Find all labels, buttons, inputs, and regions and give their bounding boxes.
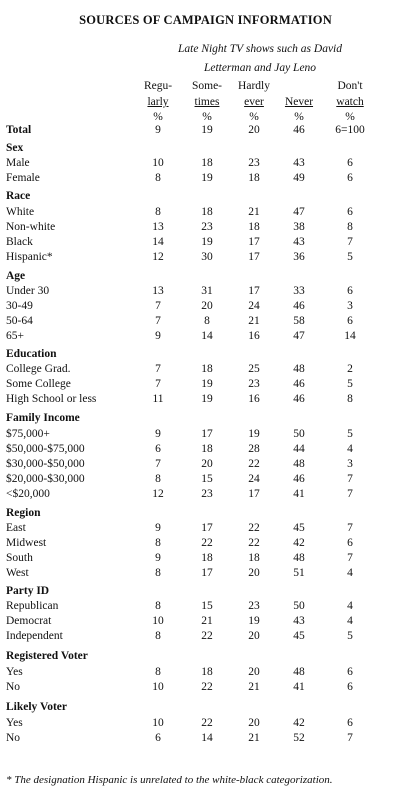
cell-dont-watch: 6 xyxy=(347,537,353,549)
cell-dont-watch: 6 xyxy=(347,666,353,678)
table-row xyxy=(0,717,411,732)
table-row xyxy=(0,488,411,503)
row-label: Non-white xyxy=(6,221,56,233)
cell-hardly-ever: 28 xyxy=(248,443,260,455)
cell-hardly-ever: 20 xyxy=(248,124,260,136)
column-header-dont-watch xyxy=(325,78,375,110)
cell-regularly: 7 xyxy=(155,300,161,312)
section-header xyxy=(0,507,411,522)
section-title: Party ID xyxy=(6,585,50,597)
cell-sometimes: 18 xyxy=(201,666,213,678)
column-header-line-2: watch xyxy=(336,96,364,108)
document-title: SOURCES OF CAMPAIGN INFORMATION xyxy=(79,13,332,27)
cell-dont-watch: 14 xyxy=(344,330,356,342)
row-label: $20,000-$30,000 xyxy=(6,473,85,485)
table-row xyxy=(0,681,411,696)
cell-regularly: 10 xyxy=(152,615,164,627)
cell-hardly-ever: 18 xyxy=(248,221,260,233)
cell-hardly-ever: 21 xyxy=(248,206,260,218)
row-label: College Grad. xyxy=(6,363,71,375)
cell-regularly: 8 xyxy=(155,473,161,485)
cell-sometimes: 22 xyxy=(201,717,213,729)
cell-regularly: 7 xyxy=(155,458,161,470)
cell-hardly-ever: 18 xyxy=(248,172,260,184)
cell-dont-watch: 4 xyxy=(347,600,353,612)
cell-hardly-ever: 23 xyxy=(248,378,260,390)
cell-regularly: 14 xyxy=(152,236,164,248)
cell-sometimes: 19 xyxy=(201,378,213,390)
cell-dont-watch: 7 xyxy=(347,522,353,534)
cell-sometimes: 22 xyxy=(201,537,213,549)
column-header-line-1 xyxy=(274,78,324,94)
cell-never: 44 xyxy=(293,443,305,455)
section-title: Registered Voter xyxy=(6,650,88,662)
section-header xyxy=(0,142,411,157)
table-row xyxy=(0,567,411,582)
column-header-line-2: larly xyxy=(147,96,169,108)
row-label: Black xyxy=(6,236,33,248)
cell-dont-watch: 4 xyxy=(347,615,353,627)
percent-sign: % xyxy=(202,111,212,123)
row-label: Under 30 xyxy=(6,285,50,297)
cell-never: 48 xyxy=(293,363,305,375)
cell-regularly: 7 xyxy=(155,363,161,375)
column-group-heading xyxy=(140,40,380,78)
column-header-line-1: Hardly xyxy=(238,80,270,92)
cell-sometimes: 20 xyxy=(201,300,213,312)
row-label: White xyxy=(6,206,35,218)
row-label: 50-64 xyxy=(6,315,33,327)
cell-never: 46 xyxy=(293,473,305,485)
row-label: 65+ xyxy=(6,330,24,342)
cell-never: 50 xyxy=(293,600,305,612)
cell-never: 45 xyxy=(293,522,305,534)
cell-sometimes: 14 xyxy=(201,330,213,342)
percent-sign: % xyxy=(153,111,163,123)
row-label: Female xyxy=(6,172,40,184)
section-header xyxy=(0,650,411,665)
section-title: Age xyxy=(6,270,26,282)
table-row xyxy=(0,552,411,567)
cell-hardly-ever: 22 xyxy=(248,537,260,549)
cell-never: 49 xyxy=(293,172,305,184)
cell-dont-watch: 5 xyxy=(347,630,353,642)
cell-dont-watch: 8 xyxy=(347,221,353,233)
cell-regularly: 8 xyxy=(155,206,161,218)
cell-dont-watch: 5 xyxy=(347,428,353,440)
cell-never: 46 xyxy=(293,124,305,136)
cell-never: 41 xyxy=(293,681,305,693)
row-label: <$20,000 xyxy=(6,488,50,500)
row-label: Hispanic* xyxy=(6,251,53,263)
row-label: Some College xyxy=(6,378,71,390)
cell-regularly: 8 xyxy=(155,172,161,184)
cell-never: 51 xyxy=(293,567,305,579)
footnote: * The designation Hispanic is unrelated to the white-black categorization. xyxy=(6,774,333,786)
cell-sometimes: 22 xyxy=(201,681,213,693)
cell-dont-watch: 6 xyxy=(347,717,353,729)
cell-regularly: 10 xyxy=(152,157,164,169)
cell-never: 41 xyxy=(293,488,305,500)
section-title: Sex xyxy=(6,142,24,154)
cell-hardly-ever: 16 xyxy=(248,393,260,405)
cell-sometimes: 17 xyxy=(201,522,213,534)
section-header xyxy=(0,270,411,285)
cell-sometimes: 19 xyxy=(201,236,213,248)
cell-hardly-ever: 21 xyxy=(248,681,260,693)
table-row xyxy=(0,236,411,251)
section-header xyxy=(0,585,411,600)
cell-sometimes: 8 xyxy=(204,315,210,327)
cell-dont-watch: 7 xyxy=(347,473,353,485)
cell-never: 33 xyxy=(293,285,305,297)
section-header xyxy=(0,412,411,427)
cell-regularly: 9 xyxy=(155,330,161,342)
cell-sometimes: 19 xyxy=(201,172,213,184)
table-row xyxy=(0,378,411,393)
cell-hardly-ever: 20 xyxy=(248,717,260,729)
cell-dont-watch: 5 xyxy=(347,378,353,390)
cell-dont-watch: 7 xyxy=(347,732,353,744)
table-row xyxy=(0,615,411,630)
percent-sign: % xyxy=(294,111,304,123)
column-header-sometimes xyxy=(182,78,232,110)
table-row xyxy=(0,473,411,488)
cell-sometimes: 18 xyxy=(201,552,213,564)
cell-dont-watch: 6 xyxy=(347,206,353,218)
cell-never: 43 xyxy=(293,615,305,627)
row-label: 30-49 xyxy=(6,300,33,312)
cell-dont-watch: 8 xyxy=(347,393,353,405)
subtitle-line-2: Letterman and Jay Leno xyxy=(203,62,317,74)
table-row xyxy=(0,428,411,443)
section-header xyxy=(0,348,411,363)
cell-sometimes: 20 xyxy=(201,458,213,470)
cell-sometimes: 18 xyxy=(201,363,213,375)
cell-hardly-ever: 20 xyxy=(248,630,260,642)
section-header xyxy=(0,190,411,205)
cell-regularly: 13 xyxy=(152,285,164,297)
cell-hardly-ever: 23 xyxy=(248,600,260,612)
cell-never: 48 xyxy=(293,666,305,678)
cell-sometimes: 15 xyxy=(201,473,213,485)
row-label: Democrat xyxy=(6,615,52,627)
cell-never: 42 xyxy=(293,537,305,549)
cell-hardly-ever: 17 xyxy=(248,488,260,500)
cell-regularly: 9 xyxy=(155,552,161,564)
table-row xyxy=(0,363,411,378)
cell-dont-watch: 7 xyxy=(347,236,353,248)
cell-hardly-ever: 17 xyxy=(248,236,260,248)
cell-never: 50 xyxy=(293,428,305,440)
cell-regularly: 9 xyxy=(155,124,161,136)
column-header-line-1: Some- xyxy=(191,80,223,92)
cell-sometimes: 18 xyxy=(201,157,213,169)
column-header-line-2: times xyxy=(194,96,220,108)
cell-hardly-ever: 19 xyxy=(248,428,260,440)
cell-never: 45 xyxy=(293,630,305,642)
cell-sometimes: 15 xyxy=(201,600,213,612)
cell-hardly-ever: 17 xyxy=(248,285,260,297)
cell-hardly-ever: 19 xyxy=(248,615,260,627)
cell-never: 43 xyxy=(293,236,305,248)
table-row xyxy=(0,206,411,221)
cell-sometimes: 17 xyxy=(201,567,213,579)
row-label: Yes xyxy=(6,717,23,729)
table-row xyxy=(0,285,411,300)
section-header xyxy=(0,701,411,716)
row-label: West xyxy=(6,567,29,579)
row-label: Yes xyxy=(6,666,23,678)
row-label: $75,000+ xyxy=(6,428,50,440)
table-row xyxy=(0,330,411,345)
cell-dont-watch: 4 xyxy=(347,443,353,455)
cell-dont-watch: 3 xyxy=(347,458,353,470)
cell-regularly: 13 xyxy=(152,221,164,233)
cell-sometimes: 14 xyxy=(201,732,213,744)
cell-dont-watch: 6 xyxy=(347,172,353,184)
cell-regularly: 8 xyxy=(155,537,161,549)
cell-regularly: 8 xyxy=(155,600,161,612)
percent-sign: % xyxy=(345,111,355,123)
cell-dont-watch: 6 xyxy=(347,315,353,327)
column-header-regularly xyxy=(133,78,183,110)
cell-dont-watch: 6 xyxy=(347,681,353,693)
cell-dont-watch: 4 xyxy=(347,567,353,579)
table-row xyxy=(0,630,411,645)
section-title: Family Income xyxy=(6,412,80,424)
cell-sometimes: 18 xyxy=(201,443,213,455)
cell-regularly: 9 xyxy=(155,428,161,440)
cell-hardly-ever: 22 xyxy=(248,458,260,470)
cell-never: 47 xyxy=(293,206,305,218)
table-row xyxy=(0,666,411,681)
cell-never: 46 xyxy=(293,393,305,405)
cell-regularly: 11 xyxy=(152,393,164,405)
section-title: Likely Voter xyxy=(6,701,68,713)
cell-sometimes: 30 xyxy=(201,251,213,263)
cell-never: 43 xyxy=(293,157,305,169)
cell-dont-watch: 6=100 xyxy=(335,124,365,136)
row-label: East xyxy=(6,522,26,534)
cell-regularly: 9 xyxy=(155,522,161,534)
table-row xyxy=(0,251,411,266)
cell-never: 58 xyxy=(293,315,305,327)
cell-sometimes: 22 xyxy=(201,630,213,642)
cell-sometimes: 17 xyxy=(201,428,213,440)
section-title: Race xyxy=(6,190,31,202)
row-label: No xyxy=(6,681,21,693)
subtitle-line-1: Late Night TV shows such as David xyxy=(178,43,342,55)
row-label: Male xyxy=(6,157,30,169)
table-row xyxy=(0,537,411,552)
table-row xyxy=(0,393,411,408)
row-label: Total xyxy=(6,124,32,136)
cell-hardly-ever: 16 xyxy=(248,330,260,342)
cell-sometimes: 23 xyxy=(201,221,213,233)
cell-regularly: 12 xyxy=(152,488,164,500)
cell-regularly: 7 xyxy=(155,315,161,327)
cell-regularly: 8 xyxy=(155,630,161,642)
cell-hardly-ever: 18 xyxy=(248,552,260,564)
cell-dont-watch: 2 xyxy=(347,363,353,375)
table-row xyxy=(0,315,411,330)
cell-sometimes: 23 xyxy=(201,488,213,500)
column-header-line-2: Never xyxy=(284,96,314,108)
cell-sometimes: 19 xyxy=(201,393,213,405)
cell-never: 52 xyxy=(293,732,305,744)
cell-never: 46 xyxy=(293,378,305,390)
cell-hardly-ever: 25 xyxy=(248,363,260,375)
cell-never: 48 xyxy=(293,458,305,470)
table-row xyxy=(0,732,411,747)
cell-hardly-ever: 21 xyxy=(248,732,260,744)
cell-hardly-ever: 17 xyxy=(248,251,260,263)
cell-dont-watch: 5 xyxy=(347,251,353,263)
cell-sometimes: 21 xyxy=(201,615,213,627)
section-title: Region xyxy=(6,507,41,519)
column-header-line-1: Regu- xyxy=(143,80,173,92)
column-header-line-2: ever xyxy=(244,96,264,108)
table-row xyxy=(0,522,411,537)
cell-regularly: 10 xyxy=(152,717,164,729)
cell-dont-watch: 7 xyxy=(347,552,353,564)
row-label: $50,000-$75,000 xyxy=(6,443,85,455)
cell-regularly: 6 xyxy=(155,443,161,455)
cell-sometimes: 19 xyxy=(201,124,213,136)
row-label: Independent xyxy=(6,630,63,642)
cell-dont-watch: 7 xyxy=(347,488,353,500)
column-header-never xyxy=(274,78,324,110)
table-row xyxy=(0,300,411,315)
table-row xyxy=(0,458,411,473)
cell-hardly-ever: 20 xyxy=(248,666,260,678)
column-header-line-1: Don't xyxy=(337,80,363,92)
cell-hardly-ever: 20 xyxy=(248,567,260,579)
cell-regularly: 6 xyxy=(155,732,161,744)
cell-sometimes: 31 xyxy=(201,285,213,297)
column-header-hardly-ever xyxy=(229,78,279,110)
row-label: $30,000-$50,000 xyxy=(6,458,85,470)
cell-hardly-ever: 24 xyxy=(248,473,260,485)
cell-regularly: 8 xyxy=(155,567,161,579)
cell-dont-watch: 6 xyxy=(347,285,353,297)
table-row xyxy=(0,172,411,187)
table-row xyxy=(0,221,411,236)
cell-hardly-ever: 24 xyxy=(248,300,260,312)
cell-never: 47 xyxy=(293,330,305,342)
row-label: Midwest xyxy=(6,537,47,549)
table-row xyxy=(0,443,411,458)
cell-never: 42 xyxy=(293,717,305,729)
row-label: South xyxy=(6,552,33,564)
percent-sign: % xyxy=(249,111,259,123)
cell-hardly-ever: 22 xyxy=(248,522,260,534)
row-label: High School or less xyxy=(6,393,97,405)
table-row xyxy=(0,600,411,615)
cell-never: 38 xyxy=(293,221,305,233)
cell-regularly: 8 xyxy=(155,666,161,678)
cell-dont-watch: 6 xyxy=(347,157,353,169)
cell-dont-watch: 3 xyxy=(347,300,353,312)
cell-never: 36 xyxy=(293,251,305,263)
cell-hardly-ever: 21 xyxy=(248,315,260,327)
cell-regularly: 7 xyxy=(155,378,161,390)
row-label: Republican xyxy=(6,600,59,612)
table-row xyxy=(0,157,411,172)
section-title: Education xyxy=(6,348,57,360)
total-row xyxy=(0,124,411,139)
cell-regularly: 10 xyxy=(152,681,164,693)
cell-never: 46 xyxy=(293,300,305,312)
cell-regularly: 12 xyxy=(152,251,164,263)
cell-hardly-ever: 23 xyxy=(248,157,260,169)
cell-sometimes: 18 xyxy=(201,206,213,218)
row-label: No xyxy=(6,732,21,744)
cell-never: 48 xyxy=(293,552,305,564)
